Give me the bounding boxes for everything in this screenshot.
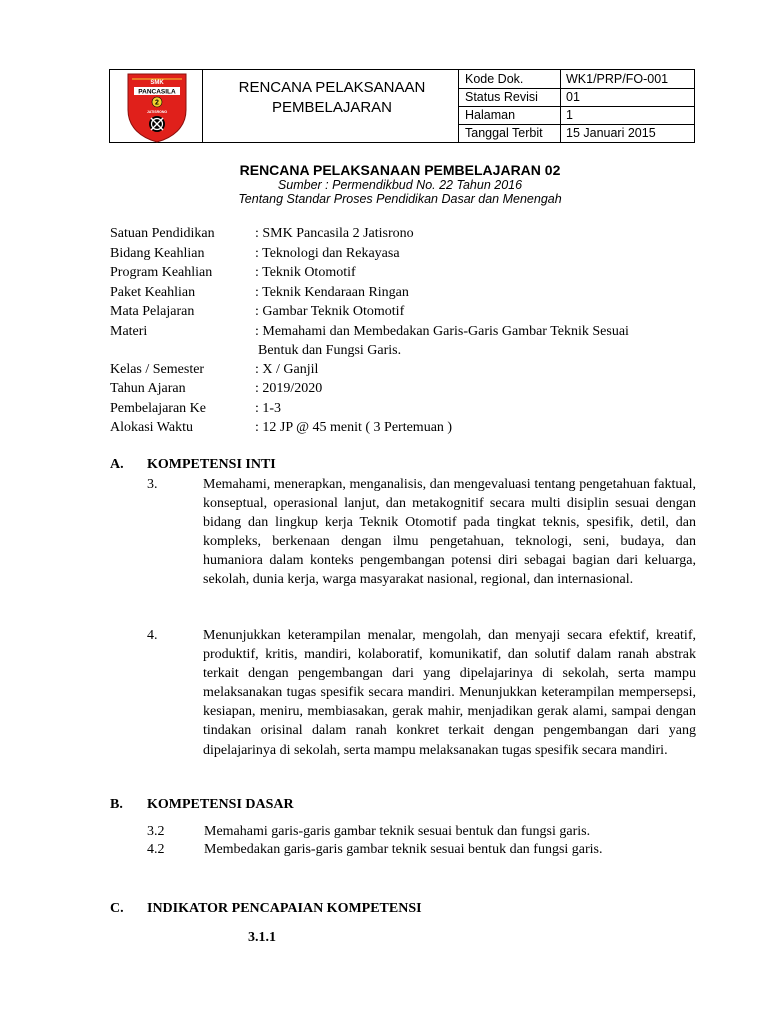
- logo-number: 2: [155, 99, 159, 107]
- document-subtitle: Tentang Standar Proses Pendidikan Dasar dan Menengah: [238, 192, 562, 206]
- meta-value-status: 01: [566, 90, 580, 104]
- logo-middle-text: PANCASILA: [138, 88, 176, 96]
- info-value-continued: Bentuk dan Fungsi Garis.: [258, 343, 402, 358]
- section-a-letter: A.: [110, 457, 124, 472]
- school-logo: [120, 70, 194, 144]
- document-header-table: [109, 69, 695, 143]
- logo-bottom-text: JATISRONO: [146, 110, 168, 114]
- info-value: : 12 JP @ 45 menit ( 3 Pertemuan ): [255, 420, 453, 435]
- info-value: : Gambar Teknik Otomotif: [255, 304, 405, 319]
- kd-text: Memahami garis-garis gambar teknik sesuai bentuk dan fungsi garis.: [204, 824, 591, 839]
- header-title: [212, 78, 452, 118]
- info-value: : Teknik Otomotif: [255, 265, 356, 280]
- kd-number: 3.2: [147, 824, 165, 839]
- section-c-letter: C.: [110, 901, 124, 916]
- section-b-title: KOMPETENSI DASAR: [147, 797, 294, 812]
- info-value: : SMK Pancasila 2 Jatisrono: [255, 226, 414, 241]
- ki-paragraph: Menunjukkan keterampilan menalar, mengolah, dan menyaji secara efektif, kreatif, produktif, kritis, mandiri, kolaboratif, komunikatif, dan solutif dalam ranah abstrak terkait dengan pengembangan dari yang dipelajarinya di sekolah, serta mampu melaksanakan tugas spesifik secara mandiri. Menunjukkan keterampilan mempersepsi, kesiapan, meniru, membiasakan, gerak mahir, menjadikan gerak alami, sampai dengan tindakan orisinal dalam ranah konkret terkait dengan pengembangan dari yang dipelajarinya di sekolah, serta mampu melaksanakan tugas spesifik secara mandiri.: [203, 628, 696, 758]
- info-label: Materi: [110, 323, 148, 339]
- document-source: Sumber : Permendikbud No. 22 Tahun 2016: [277, 178, 523, 192]
- info-value: : Teknologi dan Rekayasa: [255, 245, 400, 261]
- ki-number: 3.: [147, 477, 158, 492]
- info-label: Paket Keahlian: [110, 284, 196, 300]
- meta-label-status: Status Revisi: [465, 90, 538, 104]
- header-title-line1: RENCANA PELAKSANAAN: [238, 79, 426, 96]
- ki-number: 4.: [147, 628, 158, 643]
- ki-paragraph: Memahami, menerapkan, menganalisis, dan mengevaluasi tentang pengetahuan faktual, konseptual, operasional lanjut, dan metakognitif secara multi disiplin sesuai dengan bidang dan lingkup kerja Teknik Otomotif pada tingkat teknis, spesifik, detil, dan kompleks, berkenaan dengan ilmu pengetahuan, teknologi, seni, budaya, dan humaniora dalam konteks pengembangan potensi diri sebagai bagian dari keluarga, sekolah, dunia kerja, warga masyarakat nasional, regional, dan internasional.: [203, 477, 696, 588]
- meta-label-tanggal: Tanggal Terbit: [465, 126, 543, 140]
- info-value: : 1-3: [255, 400, 282, 416]
- info-value: : Teknik Kendaraan Ringan: [255, 284, 409, 300]
- info-value: : X / Ganjil: [255, 361, 319, 377]
- meta-label-kode: Kode Dok.: [465, 72, 524, 86]
- info-label: Alokasi Waktu: [110, 420, 193, 435]
- info-value: : Memahami dan Membedakan Garis-Garis Gambar Teknik Sesuai: [255, 323, 629, 339]
- info-value: : 2019/2020: [255, 381, 323, 396]
- meta-value-halaman: 1: [566, 108, 573, 122]
- document-title: RENCANA PELAKSANAAN PEMBELAJARAN 02: [239, 162, 561, 178]
- kd-number: 4.2: [147, 841, 165, 857]
- section-a-title: KOMPETENSI INTI: [147, 457, 276, 472]
- info-label: Bidang Keahlian: [110, 245, 205, 261]
- info-label: Kelas / Semester: [110, 361, 205, 377]
- indicator-number: 3.1.1: [248, 930, 276, 945]
- info-label: Tahun Ajaran: [110, 381, 186, 396]
- info-label: Satuan Pendidikan: [110, 226, 215, 241]
- header-divider: [202, 70, 203, 142]
- section-c-title: INDIKATOR PENCAPAIAN KOMPETENSI: [147, 901, 422, 916]
- meta-label-halaman: Halaman: [465, 108, 516, 122]
- logo-top-text: SMK: [150, 80, 164, 86]
- info-label: Mata Pelajaran: [110, 304, 195, 319]
- section-b-letter: B.: [110, 797, 123, 812]
- header-title-line2: PEMBELAJARAN: [271, 99, 393, 116]
- info-label: Program Keahlian: [110, 265, 213, 280]
- meta-value-tanggal: 15 Januari 2015: [566, 126, 656, 140]
- kd-text: Membedakan garis-garis gambar teknik sesuai bentuk dan fungsi garis.: [204, 841, 603, 857]
- meta-value-kode: WK1/PRP/FO-001: [566, 72, 669, 86]
- info-label: Pembelajaran Ke: [110, 400, 207, 416]
